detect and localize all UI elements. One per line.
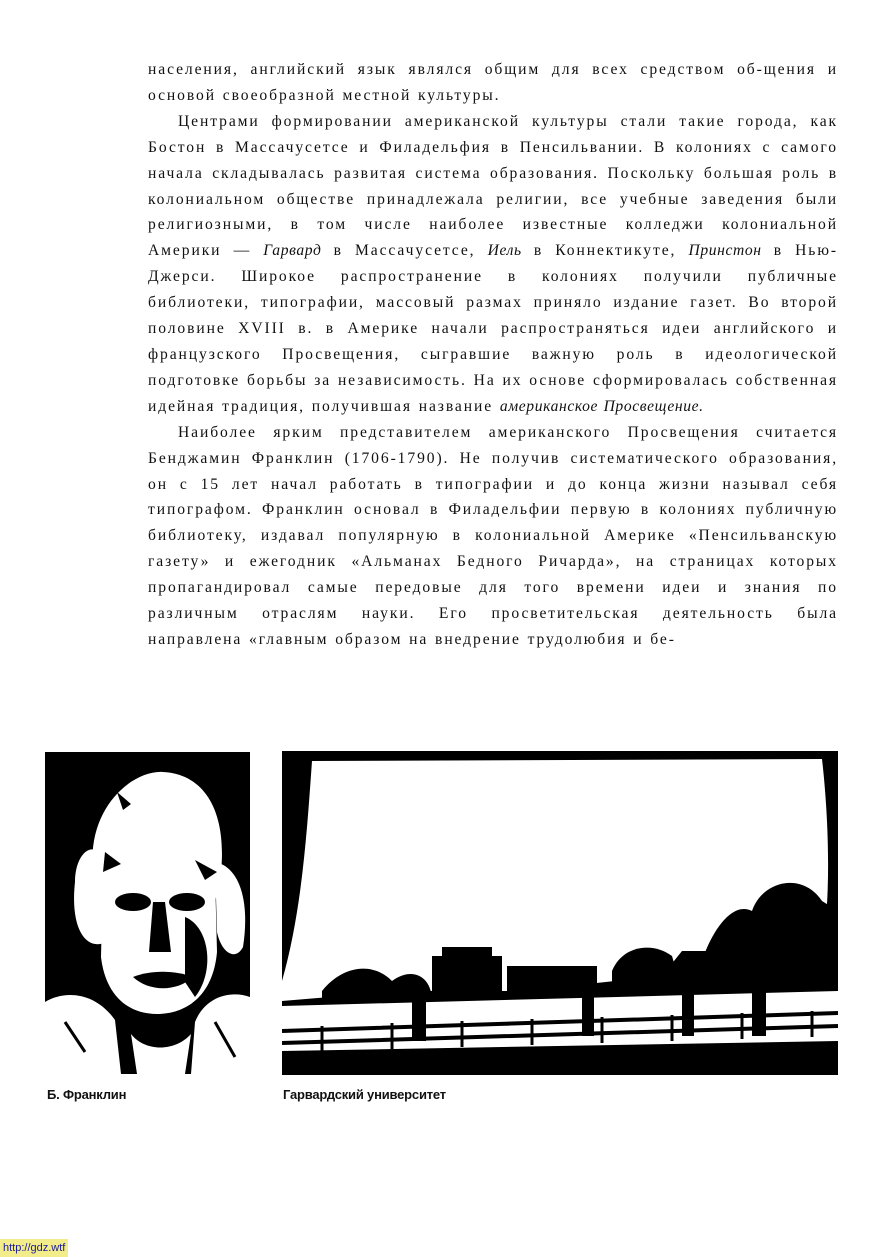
harvard-caption: Гарвардский университет: [283, 1087, 446, 1102]
princeton-italic: Принстон: [688, 242, 762, 260]
harvard-italic: Гарвард: [263, 242, 322, 260]
paragraph-1: населения, английский язык являлся общим для всех средством об-щения и основой своеобразной местной культуры.: [148, 61, 838, 104]
paragraph-3: Наиболее ярким представителем американского Просвещения считается Бенджамин Франклин (1706-1790). Не получив систематического образования, он с 15 лет начал работать в типографии и до конца жизни называл себя типографом. Франклин основал в Филадельфии первую в колониях публичную библиотеку, издавал популярную в колониальной Америке «Пенсильванскую газету» и ежегодник «Альманах Бедного Ричарда», на страницах которых пропагандировал самые передовые для того времени идеи и знания по различным отраслям науки. Его просветительская деятельность была направлена «главным образом на внедрение трудолюбия и бе-: [148, 423, 838, 648]
harvard-university-image: [282, 751, 838, 1075]
american-enlightenment-italic: американское Просвещение.: [499, 397, 704, 415]
source-link[interactable]: http://gdz.wtf: [0, 1239, 68, 1257]
yale-italic: Иель: [487, 242, 522, 260]
paragraph-2: Центрами формировании американской культуры стали такие города, как Бостон в Массачусетсе и Филадельфия в Пенсильвании. В колониях с самого начала складывалась развитая система образования. Поскольку большая роль в колониальном обществе принадлежала религии, все учебные заведения были религиозными, в том числе наиболее известные колледжи колониальной Америки — Гарвард в Массачусетсе, Иель в Коннектикуте, Принстон в Нью-Джерси. Широкое распространение в колониях получили публичные библиотеки, типографии, массовый размах приняло издание газет. Во второй половине XVIII в. в Америке начали распространяться идеи английского и французского Просвещения, сыгравшие важную роль в идеологической подготовке борьбы за независимость. На их основе сформировалась собственная идейная традиция, получившая название американское Просвещение.: [148, 112, 838, 415]
franklin-portrait-image: [45, 752, 250, 1074]
main-text: [148, 57, 838, 653]
franklin-caption: Б. Франклин: [47, 1087, 127, 1102]
